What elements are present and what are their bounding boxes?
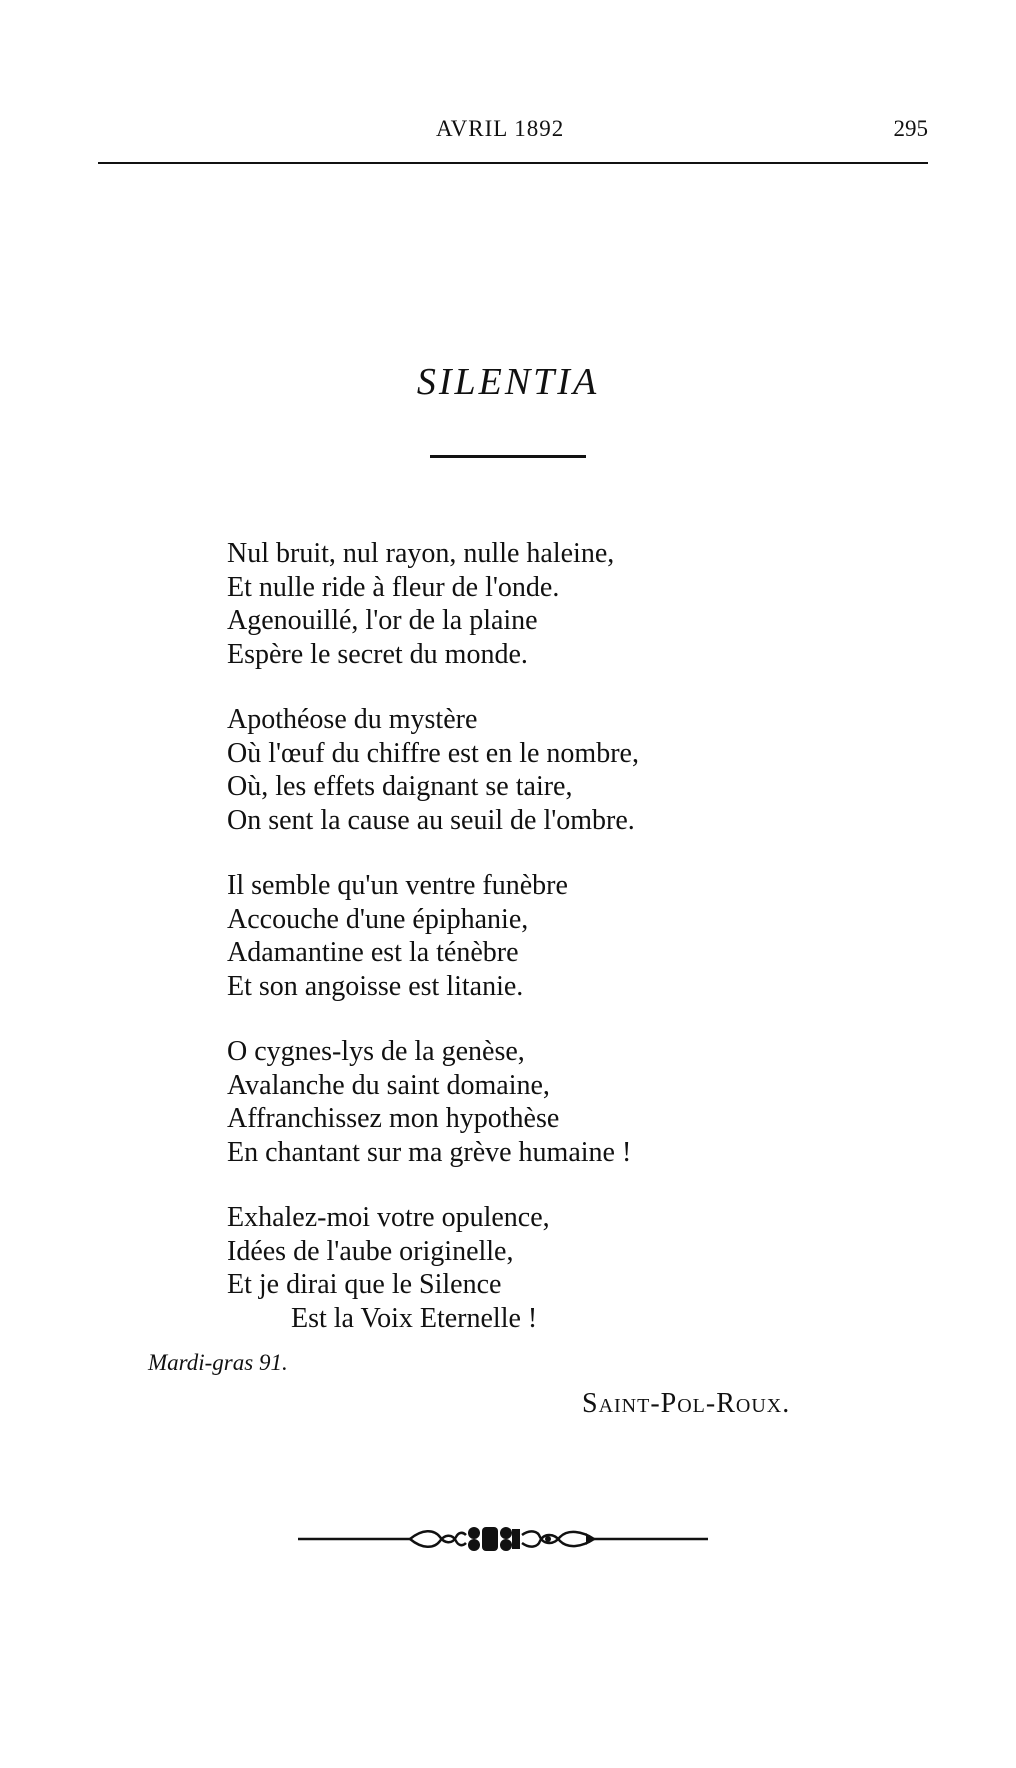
stanza-5 [227,1201,927,1335]
verse-line: Adamantine est la ténèbre [227,937,519,968]
header-rule [98,162,928,164]
floral-tailpiece-icon [298,1523,708,1555]
verse-line: Où, les effets daignant se taire, [227,771,573,802]
verse-line: Et nulle ride à fleur de l'onde. [227,571,560,603]
running-title: AVRIL 1892 [436,116,565,141]
stanza-2 [227,703,927,837]
stanza-1 [227,537,927,671]
verse-line: Exhalez-moi votre opulence, [227,1202,550,1233]
verse-line: Accouche d'une épiphanie, [227,903,529,935]
verse-line: Avalanche du saint domaine, [227,1069,550,1101]
verse-line: Nul bruit, nul rayon, nulle haleine, [227,538,615,569]
verse-line: Espère le secret du monde. [227,638,528,670]
poem-body [227,537,927,1367]
floral-tailpiece-icon-svg [298,1523,708,1555]
verse-line: Il semble qu'un ventre funèbre [227,870,568,901]
verse-line: Idées de l'aube originelle, [227,1235,514,1267]
title-rule [430,455,586,458]
dateline: Mardi-gras 91. [148,1350,288,1375]
verse-line: On sent la cause au seuil de l'ombre. [227,804,635,836]
verse-line: Où l'œuf du chiffre est en le nombre, [227,737,639,769]
page-number: 295 [893,116,928,141]
verse-line: Et je dirai que le Silence [227,1269,502,1300]
verse-line: En chantant sur ma grève humaine ! [227,1136,632,1168]
verse-line: Affranchissez mon hypothèse [227,1103,560,1134]
poem-title: SILENTIA [416,361,600,403]
verse-line: Apothéose du mystère [227,704,478,735]
author-signature: Saint-Pol-Roux. [582,1388,791,1419]
verse-line: Et son angoisse est litanie. [227,970,524,1002]
verse-line: Est la Voix Eternelle ! [291,1302,538,1334]
verse-line: O cygnes-lys de la genèse, [227,1036,525,1067]
running-head [98,112,928,152]
stanza-4 [227,1035,927,1169]
stanza-3 [227,869,927,1003]
verse-line: Agenouillé, l'or de la plaine [227,605,538,636]
